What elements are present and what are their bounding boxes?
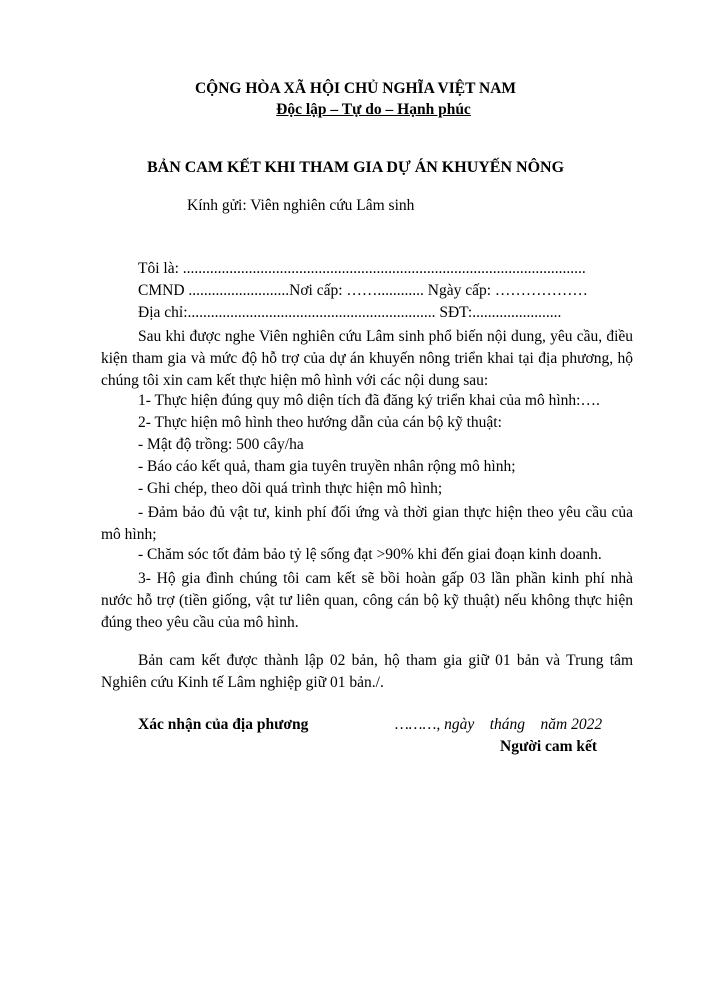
closing-text: Bản cam kết được thành lập 02 bản, hộ tham gia giữ 01 bản và Trung tâm Nghiên cứu Kinh tế Lâm nghiệp giữ 01 bản./.	[101, 652, 633, 691]
sub-item-density: - Mật độ trồng: 500 cây/ha	[138, 436, 304, 453]
document-title: BẢN CAM KẾT KHI THAM GIA DỰ ÁN KHUYẾN NÔNG	[146, 159, 565, 176]
item-1: 1- Thực hiện đúng quy mô diện tích đã đăng ký triển khai của mô hình:….	[138, 392, 600, 409]
item-3	[101, 568, 633, 634]
intro-paragraph	[101, 326, 633, 392]
date-line: ………, ngày tháng năm 2022	[395, 716, 603, 733]
committer-label: Người cam kết	[500, 738, 598, 755]
national-motto	[18, 101, 711, 119]
sub-item-care: - Chăm sóc tốt đảm bảo tỷ lệ sống đạt >90% khi đến giai đoạn kinh doanh.	[138, 546, 602, 563]
closing-paragraph	[101, 650, 633, 694]
local-confirmation: Xác nhận của địa phương	[138, 716, 309, 733]
intro-text: Sau khi được nghe Viên nghiên cứu Lâm sinh phổ biến nội dung, yêu cầu, điều kiện tham gia và mức độ hỗ trợ của dự án khuyến nông triển khai tại địa phương, hộ chúng tôi xin cam kết thực hiện mô hình với các nội dung sau:	[101, 328, 633, 389]
sub-item-materials-text: - Đảm bảo đủ vật tư, kinh phí đối ứng và thời gian thực hiện theo yêu cầu của mô hình;	[101, 504, 633, 543]
recipient-line: Kính gửi: Viên nghiên cứu Lâm sinh	[187, 197, 415, 214]
id-field: CMND ..........................Nơi cấp: ……............ Ngày cấp: ………………	[138, 282, 588, 299]
motto-text: Độc lập – Tự do – Hạnh phúc	[276, 101, 471, 118]
address-field: Địa chỉ:................................................................ SĐT:.......................	[138, 304, 562, 321]
national-header: CỘNG HÒA XÃ HỘI CHỦ NGHĨA VIỆT NAM	[194, 80, 517, 97]
sub-item-materials	[101, 502, 633, 546]
sub-item-record: - Ghi chép, theo dõi quá trình thực hiện mô hình;	[138, 480, 443, 497]
item-3-text: 3- Hộ gia đình chúng tôi cam kết sẽ bồi hoàn gấp 03 lần phần kinh phí nhà nước hỗ trợ (tiền giống, vật tư liên quan, công cán bộ kỹ thuật) nếu không thực hiện đúng theo yêu cầu của mô hình.	[101, 570, 633, 631]
item-2: 2- Thực hiện mô hình theo hướng dẫn của cán bộ kỹ thuật:	[138, 414, 502, 431]
name-field: Tôi là: ........................................................................................................	[138, 260, 586, 277]
sub-item-report: - Báo cáo kết quả, tham gia tuyên truyền nhân rộng mô hình;	[138, 458, 516, 475]
